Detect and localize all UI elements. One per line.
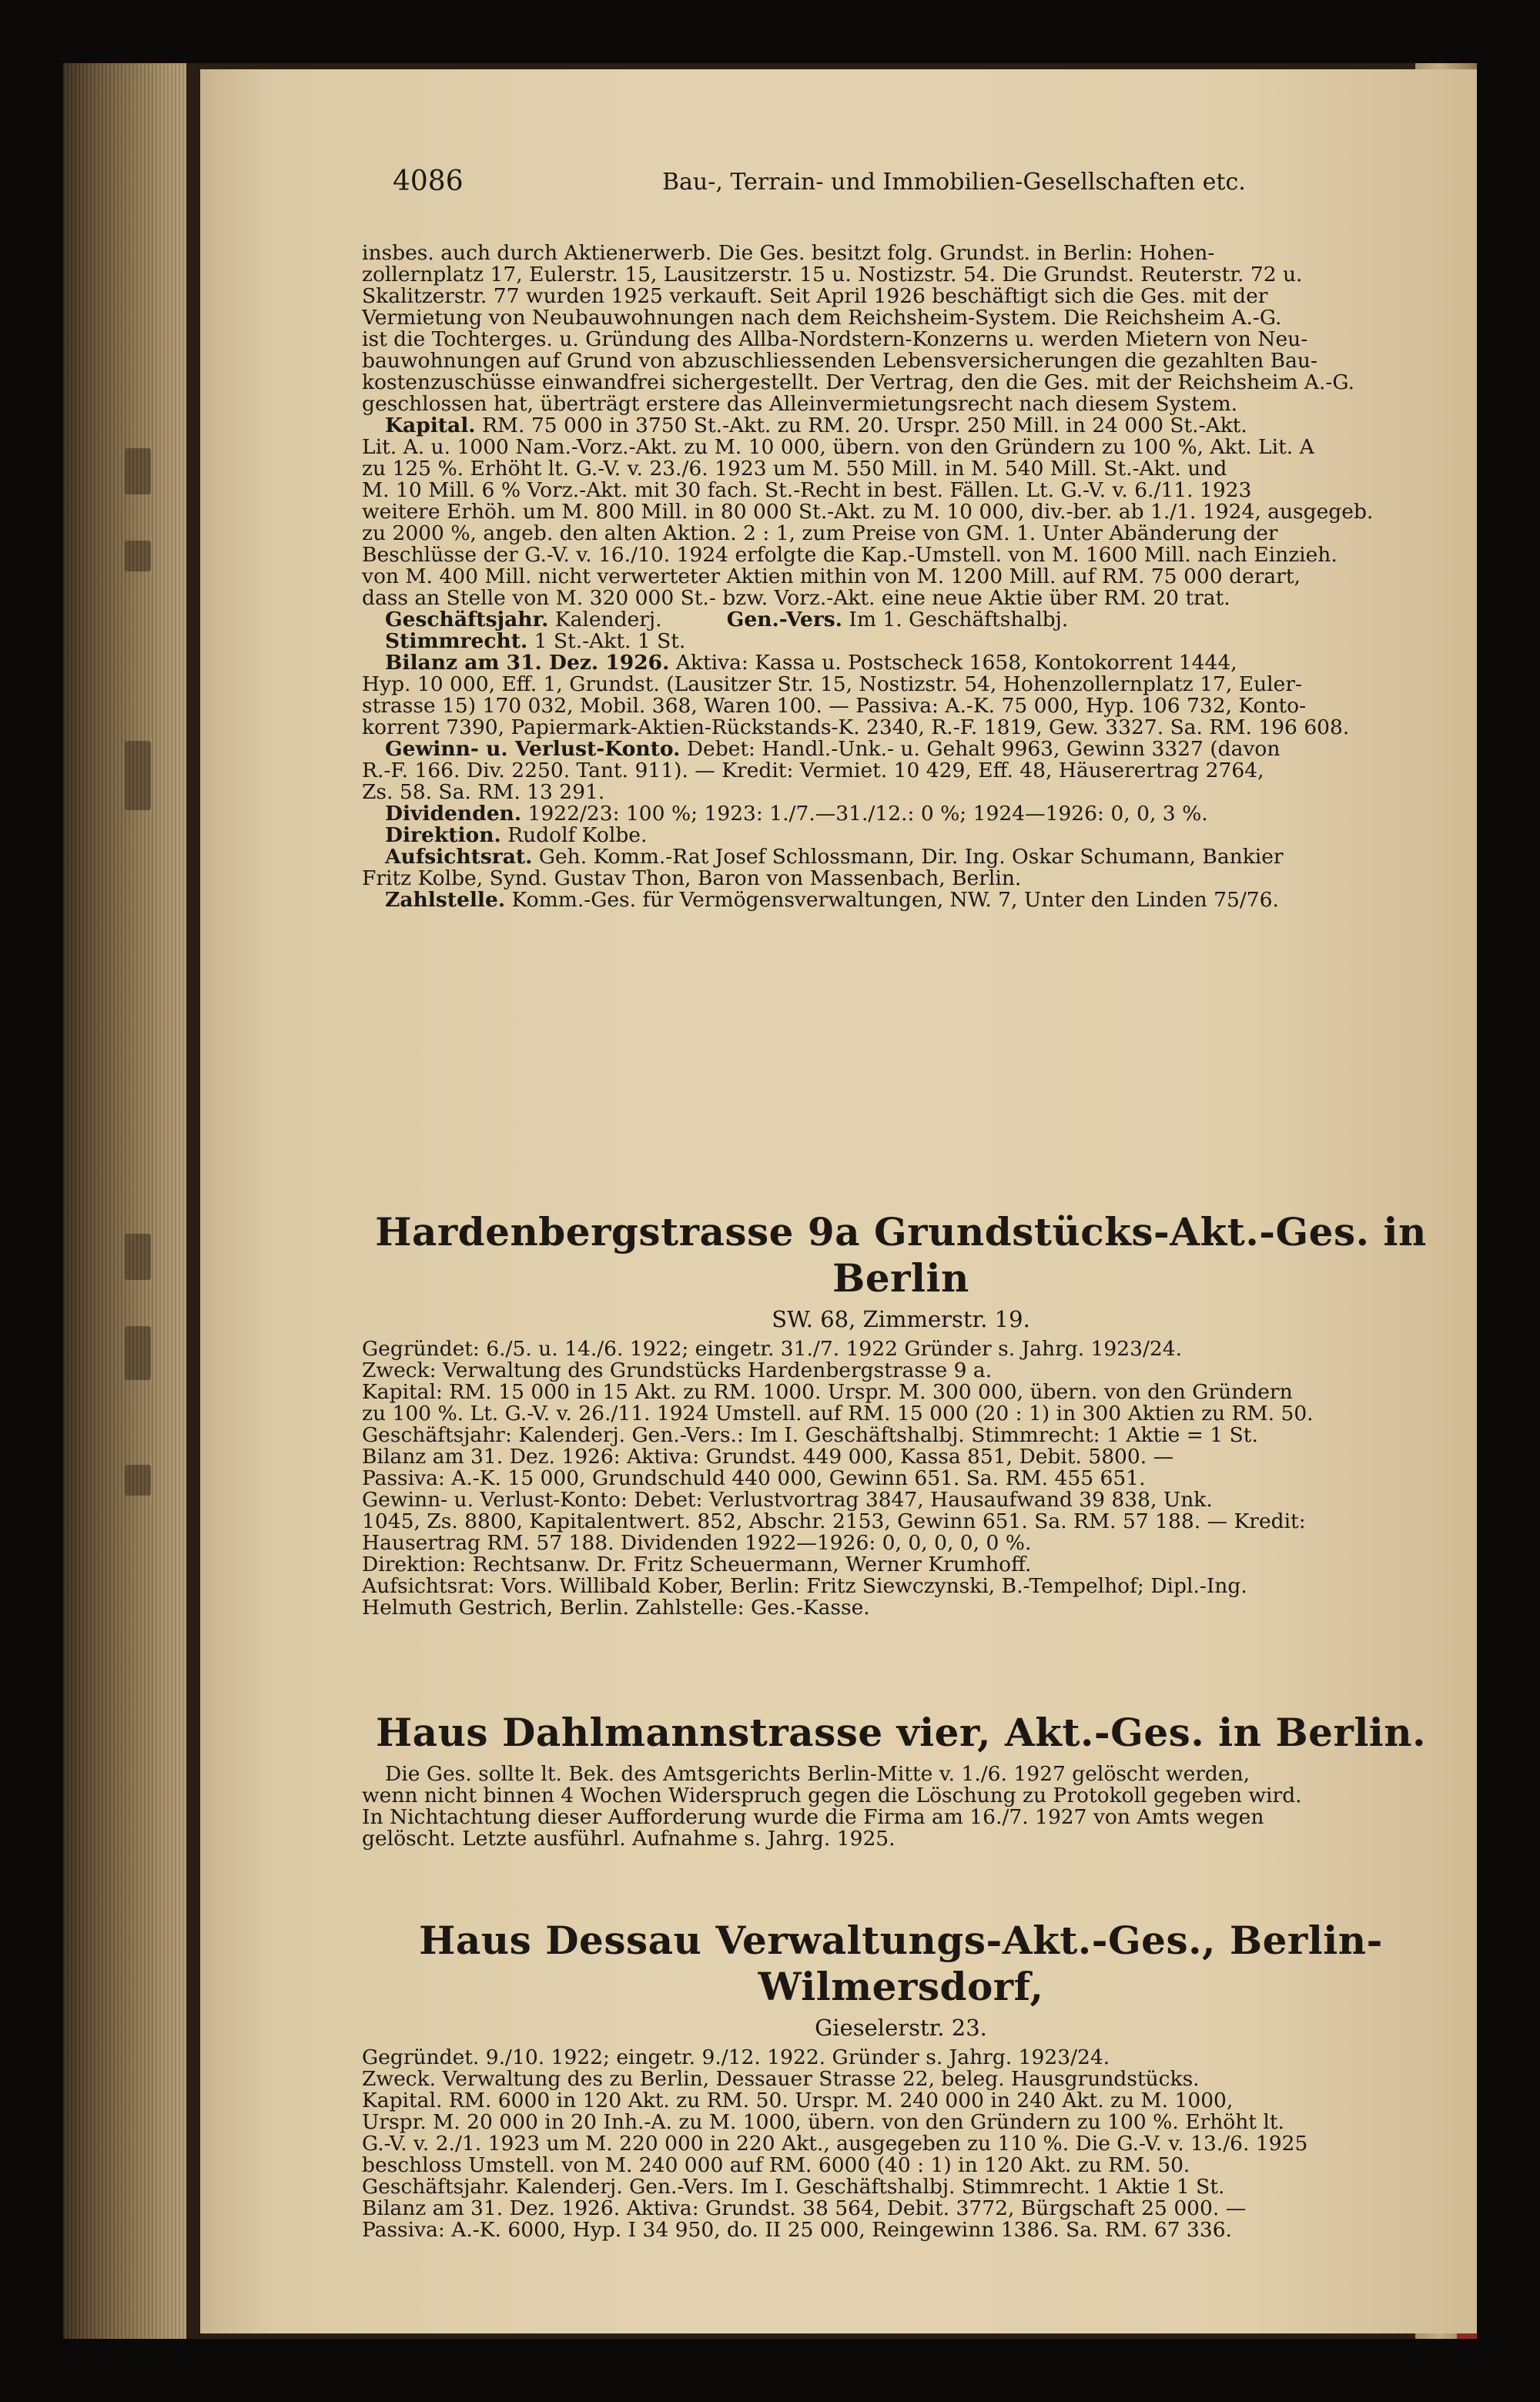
entry-title: Haus Dessau Verwaltungs-Akt.-Ges., Berlin-Wilmersdorf, [419,1918,1383,2009]
page-header [393,166,1432,204]
entry-title: Haus Dahlmannstrasse vier, Akt.-Ges. in Berlin. [375,1710,1427,1755]
kapital-line: zu 2000 %, angeb. den alten Aktion. 2 : 1, zum Preise von GM. 1. Unter Abänderung der [362,521,1278,545]
kapital-line: zu 125 %. Erhöht lt. G.-V. v. 23./6. 1923 um M. 550 Mill. in M. 540 Mill. St.-Akt. und [362,457,1227,481]
intro-line: Vermietung von Neubauwohnungen nach dem Reichsheim-System. Die Reichsheim A.-G. [362,306,1282,330]
intro-line: bauwohnungen auf Grund von abzuschliessenden Lebensversicherungen die gezahlten Bau- [362,349,1317,373]
entry-address: Gieselerstr. 23. [815,2015,987,2041]
intro-line: zollernplatz 17, Eulerstr. 15, Lausitzerstr. 15 u. Nostizstr. 54. Die Grundst. Reuterstr. 72 u. [362,263,1303,286]
left-page-stack [63,63,186,2339]
entry-line: gelöscht. Letzte ausführl. Aufnahme s. Jahrg. 1925. [362,1827,896,1851]
intro-line: kostenzuschüsse einwandfrei sichergestellt. Der Vertrag, den die Ges. mit der Reichsheim A.-G. [362,370,1355,394]
intro-line: geschlossen hat, überträgt erstere das Alleinvermietungsrecht nach diesem System. [362,392,1238,416]
intro-line: Skalitzerstr. 77 wurden 1925 verkauft. Seit April 1926 beschäftigt sich die Ges. mit der [362,284,1268,308]
entry-line: Passiva: A.-K. 6000, Hyp. I 34 950, do. II 25 000, Reingewinn 1386. Sa. RM. 67 336. [362,2218,1232,2242]
entry-line: Passiva: A.-K. 15 000, Grundschuld 440 000, Gewinn 651. Sa. RM. 455 651. [362,1466,1146,1490]
entry-line: zu 100 %. Lt. G.-V. v. 26./11. 1924 Umstell. auf RM. 15 000 (20 : 1) in 300 Aktien zu RM. 50. [362,1402,1314,1425]
entry-line: Bilanz am 31. Dez. 1926: Aktiva: Grundst. 449 000, Kassa 851, Debit. 5800. — [362,1445,1174,1469]
entry-line: Direktion: Rechtsanw. Dr. Fritz Scheuermann, Werner Krumhoff. [362,1553,1032,1576]
bilanz-line: korrent 7390, Papiermark-Aktien-Rückstands-K. 2340, R.-F. 1819, Gew. 3327. Sa. RM. 196 608. [362,715,1350,739]
guv-line: Zs. 58. Sa. RM. 13 291. [362,780,605,804]
entry-line: Helmuth Gestrich, Berlin. Zahlstelle: Ges.-Kasse. [362,1596,870,1620]
entry-line: 1045, Zs. 8800, Kapitalentwert. 852, Abschr. 2153, Gewinn 651. Sa. RM. 57 188. — Kredit: [362,1509,1306,1533]
kapital-line: von M. 400 Mill. nicht verwerteter Aktien mithin von M. 1200 Mill. auf RM. 75 000 derart, [362,564,1301,588]
entry-hardenbergstrasse [362,1209,1440,1619]
entry-line: beschloss Umstell. von M. 240 000 auf RM. 6000 (40 : 1) in 120 Akt. zu RM. 50. [362,2153,1190,2177]
running-head: Bau-, Terrain- und Immobilien-Gesellschaften etc. [662,169,1246,196]
entry-line: Hausertrag RM. 57 188. Dividenden 1922—1926: 0, 0, 0, 0, 0 %. [362,1531,1032,1555]
entry-line: Kapital. RM. 6000 in 120 Akt. zu RM. 50. Urspr. M. 240 000 in 240 Akt. zu M. 1000, [362,2089,1234,2112]
guv-line: Gewinn- u. Verlust-Konto. Debet: Handl.-Unk.- u. Gehalt 9963, Gewinn 3327 (davon [385,737,1281,761]
book-scan [63,63,1477,2339]
intro-entry [362,243,1440,911]
entry-line: Aufsichtsrat: Vors. Willibald Kober, Berlin: Fritz Siewczynski, B.-Tempelhof; Dipl.-Ing. [362,1574,1247,1598]
entry-line: Gegründet: 6./5. u. 14./6. 1922; eingetr. 31./7. 1922 Gründer s. Jahrg. 1923/24. [362,1337,1183,1361]
kapital-line: dass an Stelle von M. 320 000 St.- bzw. Vorz.-Akt. eine neue Aktie über RM. 20 trat. [362,586,1230,610]
entry-line: Die Ges. sollte lt. Bek. des Amtsgerichts Berlin-Mitte v. 1./6. 1927 gelöscht werden, [385,1762,1250,1786]
entry-line: Gewinn- u. Verlust-Konto: Debet: Verlustvortrag 3847, Hausaufwand 39 838, Unk. [362,1488,1213,1512]
entry-line: G.-V. v. 2./1. 1923 um M. 220 000 in 220 Akt., ausgegeben zu 110 %. Die G.-V. v. 13./6. 1925 [362,2132,1308,2156]
zahlstelle-line: Zahlstelle. Komm.-Ges. für Vermögensverwaltungen, NW. 7, Unter den Linden 75/76. [385,888,1279,912]
page-number: 4086 [393,166,464,197]
bilanz-line: strasse 15) 170 032, Mobil. 368, Waren 100. — Passiva: A.-K. 75 000, Hyp. 106 732, Konto- [362,694,1307,718]
entry-haus-dessau [362,1918,1440,2241]
entry-address: SW. 68, Zimmerstr. 19. [772,1306,1030,1332]
binding-marks [125,448,156,1526]
kapital-line: M. 10 Mill. 6 % Vorz.-Akt. mit 30 fach. St.-Recht in best. Fällen. Lt. G.-V. v. 6./11. 1923 [362,478,1252,502]
kapital-line: Beschlüsse der G.-V. v. 16./10. 1924 erfolgte die Kap.-Umstell. von M. 1600 Mill. nach Einzieh. [362,543,1337,567]
aufsichtsrat-line: Aufsichtsrat. Geh. Komm.-Rat Josef Schlossmann, Dir. Ing. Oskar Schumann, Bankier [385,845,1284,869]
entry-line: Geschäftsjahr. Kalenderj. Gen.-Vers. Im I. Geschäftshalbj. Stimmrecht. 1 Aktie 1 St. [362,2175,1225,2199]
page [200,69,1477,2333]
kapital-line: Kapital. RM. 75 000 in 3750 St.-Akt. zu RM. 20. Urspr. 250 Mill. in 24 000 St.-Akt. [385,414,1247,437]
guv-line: R.-F. 166. Div. 2250. Tant. 911). — Kredit: Vermiet. 10 429, Eff. 48, Häuserertrag 2764, [362,759,1264,782]
bilanz-line: Bilanz am 31. Dez. 1926. Aktiva: Kassa u. Postscheck 1658, Kontokorrent 1444, [385,651,1237,675]
aufsichtsrat-line: Fritz Kolbe, Synd. Gustav Thon, Baron von Massenbach, Berlin. [362,866,1022,890]
entry-line: In Nichtachtung dieser Aufforderung wurde die Firma am 16./7. 1927 von Amts wegen [362,1805,1264,1829]
entry-title: Hardenbergstrasse 9a Grundstücks-Akt.-Ges. in Berlin [375,1209,1427,1301]
kapital-line: Lit. A. u. 1000 Nam.-Vorz.-Akt. zu M. 10 000, übern. von den Gründern zu 100 %, Akt. Lit. A [362,435,1314,459]
entry-line: Gegründet. 9./10. 1922; eingetr. 9./12. 1922. Gründer s. Jahrg. 1923/24. [362,2045,1110,2069]
intro-line: insbes. auch durch Aktienerwerb. Die Ges. besitzt folg. Grundst. in Berlin: Hohen- [362,241,1215,265]
entry-line: wenn nicht binnen 4 Wochen Widerspruch gegen die Löschung zu Protokoll gegeben wird. [362,1784,1302,1807]
geschaeftsjahr-line: Geschäftsjahr. Kalenderj. Gen.-Vers. Im 1. Geschäftshalbj. [385,608,1069,631]
kapital-line: weitere Erhöh. um M. 800 Mill. in 80 000 St.-Akt. zu M. 10 000, div.-ber. ab 1./1. 1924, ausgegeb. [362,500,1374,524]
bilanz-line: Hyp. 10 000, Eff. 1, Grundst. (Lausitzer Str. 15, Nostizstr. 54, Hohenzollernplatz 17, Euler- [362,672,1302,696]
entry-line: Bilanz am 31. Dez. 1926. Aktiva: Grundst. 38 564, Debit. 3772, Bürgschaft 25 000. — [362,2196,1247,2220]
dividenden-line: Dividenden. 1922/23: 100 %; 1923: 1./7.—31./12.: 0 %; 1924—1926: 0, 0, 3 %. [385,802,1208,826]
direktion-line: Direktion. Rudolf Kolbe. [385,823,648,847]
stimmrecht-line: Stimmrecht. 1 St.-Akt. 1 St. [385,629,686,653]
kapital-label: Kapital. [385,414,476,437]
entry-line: Geschäftsjahr: Kalenderj. Gen.-Vers.: Im I. Geschäftshalbj. Stimmrecht: 1 Aktie = 1 St. [362,1423,1258,1447]
entry-line: Zweck: Verwaltung des Grundstücks Hardenbergstrasse 9 a. [362,1358,993,1382]
entry-line: Urspr. M. 20 000 in 20 Inh.-A. zu M. 1000, übern. von den Gründern zu 100 %. Erhöht lt. [362,2110,1284,2134]
entry-line: Zweck. Verwaltung des zu Berlin, Dessauer Strasse 22, beleg. Hausgrundstücks. [362,2067,1200,2091]
entry-line: Kapital: RM. 15 000 in 15 Akt. zu RM. 1000. Urspr. M. 300 000, übern. von den Gründern [362,1380,1293,1404]
intro-line: ist die Tochterges. u. Gründung des Allba-Nordstern-Konzerns u. werden Mietern von Neu- [362,327,1308,351]
entry-dahlmannstrasse [362,1710,1440,1850]
